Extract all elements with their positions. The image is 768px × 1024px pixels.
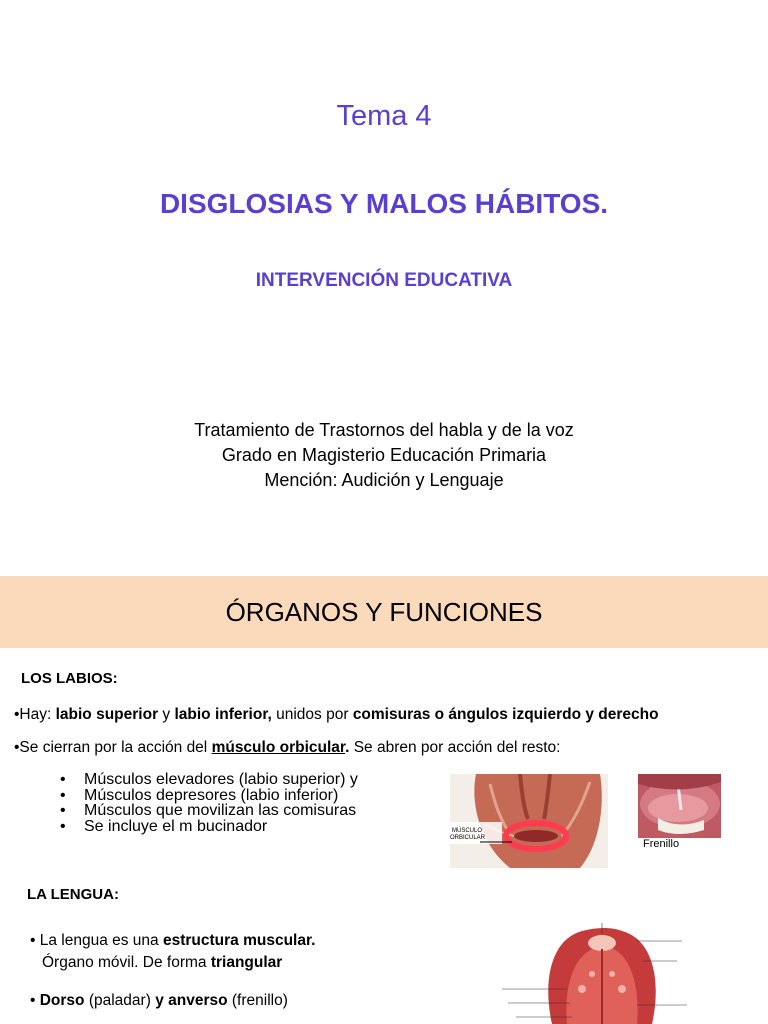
course-line: Mención: Audición y Lenguaje — [264, 470, 504, 490]
facial-muscles-image — [450, 774, 608, 868]
frenulum-caption: Frenillo — [643, 838, 680, 850]
image-label: ORBICULAR — [450, 835, 486, 841]
topic-number: Tema 4 — [336, 100, 432, 132]
list-item: • Músculos depresores (labio inferior) — [60, 786, 339, 804]
section-label-lengua: LA LENGUA: — [27, 886, 119, 903]
slide-title-heading: DISGLOSIAS Y MALOS HÁBITOS. — [159, 188, 609, 219]
muscle-list — [60, 772, 358, 834]
tongue-anatomy-image — [472, 919, 730, 1024]
slide-subtitle: INTERVENCIÓN EDUCATIVA — [255, 270, 513, 291]
list-item: • Se incluye el m bucinador — [60, 817, 268, 835]
course-info — [0, 418, 768, 493]
lip-frenulum-photo — [638, 774, 721, 838]
list-item: • La lengua es una estructura muscular. — [30, 932, 316, 949]
slide-organs — [0, 576, 768, 1024]
section-label-labios: LOS LABIOS: — [21, 670, 118, 687]
course-line: Grado en Magisterio Educación Primaria — [221, 445, 547, 465]
list-item: • Músculos que movilizan las comisuras — [60, 802, 357, 819]
list-item-continuation: Órgano móvil. De forma triangular — [42, 954, 283, 971]
list-item: • Músculos elevadores (labio superior) y — [60, 771, 358, 788]
slide-header-title: ÓRGANOS Y FUNCIONES — [225, 596, 543, 627]
text-line-labios-2: •Se cierran por la acción del músculo orbicular. Se abren por acción del resto: — [14, 739, 561, 756]
course-line: Tratamiento de Trastornos del habla y de la voz — [194, 420, 574, 440]
slide-header — [0, 576, 768, 648]
list-item: • Dorso (paladar) y anverso (frenillo) — [30, 992, 288, 1009]
tongue-list — [30, 930, 315, 974]
image-label: MÚSCULO — [452, 828, 483, 834]
text-line-labios-1: •Hay: labio superior y labio inferior, unidos por comisuras o ángulos izquierdo y derecho — [14, 706, 659, 723]
